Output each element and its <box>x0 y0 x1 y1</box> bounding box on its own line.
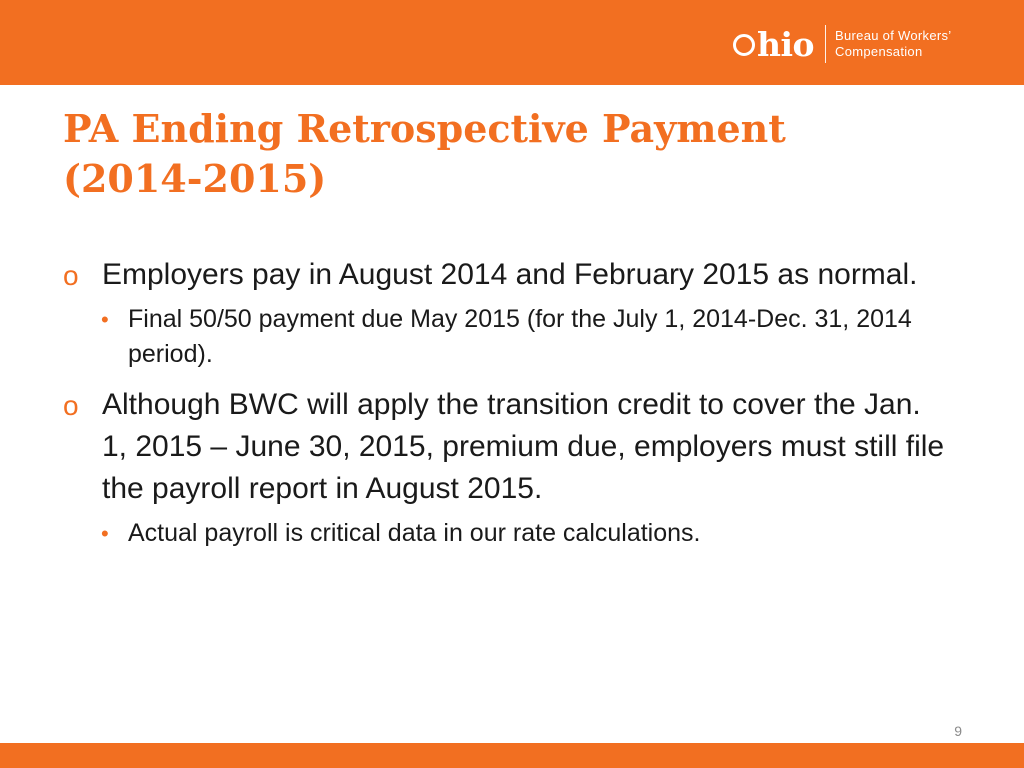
circle-bullet-icon: o <box>63 260 79 291</box>
title-line-2: (2014-2015) <box>63 156 327 201</box>
logo-sub-line-1: Bureau of Workers’ <box>835 28 952 43</box>
logo-word-text: hio <box>757 24 815 64</box>
logo-divider <box>825 25 826 63</box>
page-number: 9 <box>954 723 962 739</box>
bullet-item-2 <box>63 384 953 510</box>
dot-bullet-icon: • <box>101 521 109 546</box>
slide-title <box>63 104 963 204</box>
slide-body <box>63 254 953 563</box>
footer-band <box>0 743 1024 768</box>
bullet-text-2: Although BWC will apply the transition credit to cover the Jan. 1, 2015 – June 30, 2015, premium due, employers must still file the payroll report in August 2015. <box>102 388 945 505</box>
logo-subtitle <box>835 28 951 60</box>
dot-bullet-icon: • <box>101 307 109 332</box>
sub-bullet-text-1: Final 50/50 payment due May 2015 (for the July 1, 2014-Dec. 31, 2014 period). <box>128 305 912 368</box>
ohio-o-mark-icon <box>733 34 755 56</box>
bullet-text-1: Employers pay in August 2014 and February 2015 as normal. <box>102 258 918 291</box>
ohio-bwc-logo <box>733 22 951 66</box>
ohio-wordmark <box>733 24 815 64</box>
logo-sub-line-2: Compensation <box>835 44 923 59</box>
circle-bullet-icon: o <box>63 390 79 421</box>
header-band <box>0 0 1024 85</box>
sub-bullet-item-1 <box>63 302 953 372</box>
sub-bullet-text-2: Actual payroll is critical data in our rate calculations. <box>128 519 701 547</box>
bullet-item-1 <box>63 254 953 296</box>
title-line-1: PA Ending Retrospective Payment <box>63 106 786 151</box>
sub-bullet-item-2 <box>63 516 953 551</box>
